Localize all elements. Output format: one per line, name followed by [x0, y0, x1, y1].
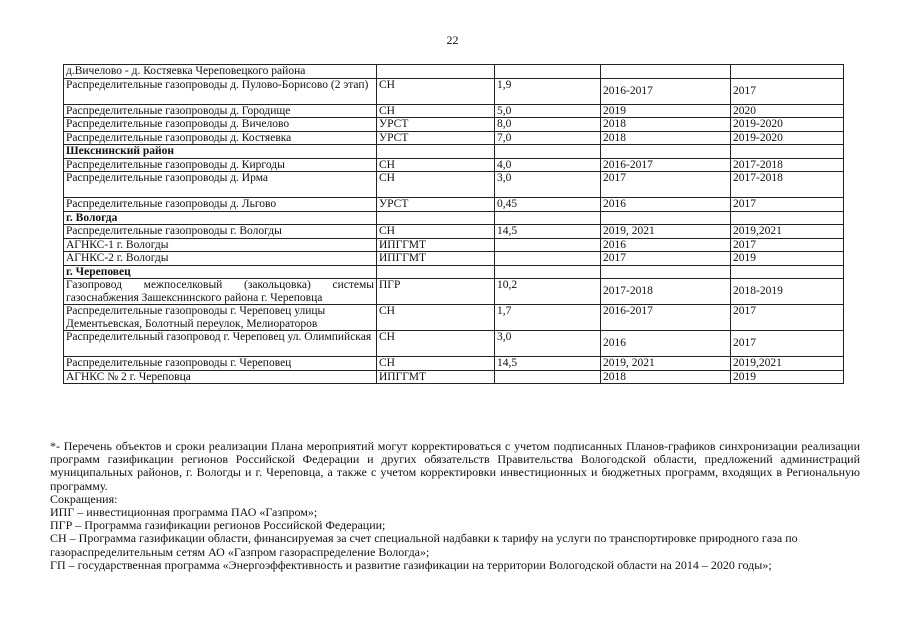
- funding-source-cell: СН: [377, 158, 495, 172]
- funding-source-cell: [377, 65, 495, 79]
- construction-years-cell: 2019: [731, 370, 844, 384]
- construction-years-cell: [731, 145, 844, 159]
- funding-source-cell: СН: [377, 104, 495, 118]
- table-row: [64, 158, 844, 172]
- object-name-cell: Распределительные газопроводы д. Ирма: [64, 172, 377, 198]
- length-cell: [495, 265, 601, 279]
- funding-source-cell: [377, 211, 495, 225]
- table-row: [64, 225, 844, 239]
- footnote-text: *- Перечень объектов и сроки реализации Плана мероприятий могут корректироваться с учетом подписанных Планов-графиков синхронизации реализации программ газификации регионов Российской Федерации и других обязательств Правительства Вологодской области, предложений администраций муниципальных районов, г. Вологды и г. Череповца, а также с учетом корректировки инвестиционных и бюджетных программ, входящих в Региональную программу.: [50, 439, 860, 493]
- object-name-cell: Распределительные газопроводы д. Костяевка: [64, 131, 377, 145]
- abbreviation-sn: СН – Программа газификации области, финансируемая за счет специальной надбавки к тарифу на услуги по транспортировке природного газа по газораспределительным сетям АО «Газпром газораспределение Вологда»;: [50, 531, 798, 559]
- length-cell: [495, 238, 601, 252]
- length-cell: [495, 65, 601, 79]
- funding-source-cell: СН: [377, 331, 495, 357]
- funding-source-cell: СН: [377, 225, 495, 239]
- construction-years-cell: [731, 265, 844, 279]
- design-years-cell: 2018: [601, 370, 731, 384]
- design-years-cell: 2016-2017: [601, 305, 731, 331]
- table-row: [64, 305, 844, 331]
- object-name-cell: г. Череповец: [64, 265, 377, 279]
- length-cell: 0,45: [495, 198, 601, 212]
- table-body: [64, 65, 844, 384]
- construction-years-cell: [731, 65, 844, 79]
- object-name-cell: АГНКС-1 г. Вологды: [64, 238, 377, 252]
- funding-source-cell: [377, 265, 495, 279]
- region-row: [64, 265, 844, 279]
- table-row: [64, 252, 844, 266]
- design-years-cell: 2016: [601, 238, 731, 252]
- funding-source-cell: СН: [377, 305, 495, 331]
- design-years-cell: [601, 265, 731, 279]
- object-name-cell: Распределительные газопроводы д. Киргоды: [64, 158, 377, 172]
- construction-years-cell: 2019: [731, 252, 844, 266]
- funding-source-cell: УРСТ: [377, 131, 495, 145]
- construction-years-cell: 2017-2018: [731, 172, 844, 198]
- construction-years-cell: 2019,2021: [731, 357, 844, 371]
- object-name-cell: Шекснинский район: [64, 145, 377, 159]
- object-name-cell: д.Вичелово - д. Костяевка Череповецкого района: [64, 65, 377, 79]
- table-row: [64, 238, 844, 252]
- construction-years-cell: 2017: [731, 305, 844, 331]
- construction-years-cell: 2019,2021: [731, 225, 844, 239]
- length-cell: 14,5: [495, 357, 601, 371]
- length-cell: 10,2: [495, 279, 601, 305]
- construction-years-cell: 2020: [731, 104, 844, 118]
- length-cell: [495, 252, 601, 266]
- design-years-cell: 2017: [601, 252, 731, 266]
- length-cell: 1,7: [495, 305, 601, 331]
- funding-source-cell: СН: [377, 357, 495, 371]
- table-row: [64, 65, 844, 79]
- table-row: [64, 279, 844, 305]
- table-row: [64, 370, 844, 384]
- design-years-cell: 2017: [601, 172, 731, 198]
- length-cell: 4,0: [495, 158, 601, 172]
- funding-source-cell: ИПГГМТ: [377, 370, 495, 384]
- length-cell: [495, 145, 601, 159]
- funding-source-cell: УРСТ: [377, 118, 495, 132]
- table-row: [64, 118, 844, 132]
- object-name-cell: Распределительные газопроводы г. Череповец: [64, 357, 377, 371]
- region-row: [64, 145, 844, 159]
- design-years-cell: 2018: [601, 131, 731, 145]
- design-years-cell: 2019, 2021: [601, 225, 731, 239]
- table-row: [64, 131, 844, 145]
- design-years-cell: 2016: [601, 331, 731, 357]
- funding-source-cell: ИПГГМТ: [377, 252, 495, 266]
- construction-years-cell: 2017: [731, 78, 844, 104]
- object-name-cell: АГНКС-2 г. Вологды: [64, 252, 377, 266]
- object-name-cell: Газопровод межпоселковый (закольцовка) системы газоснабжения Зашекснинского района г. Череповца: [64, 279, 377, 305]
- funding-source-cell: [377, 145, 495, 159]
- design-years-cell: 2017-2018: [601, 279, 731, 305]
- table-row: [64, 357, 844, 371]
- design-years-cell: 2018: [601, 118, 731, 132]
- length-cell: 3,0: [495, 331, 601, 357]
- construction-years-cell: 2017: [731, 331, 844, 357]
- abbreviation-gp: ГП – государственная программа «Энергоэффективность и развитие газификации на территории Вологодской области на 2014 – 2020 годы»;: [50, 557, 772, 572]
- design-years-cell: 2019: [601, 104, 731, 118]
- design-years-cell: 2016-2017: [601, 158, 731, 172]
- length-cell: 7,0: [495, 131, 601, 145]
- object-name-cell: Распределительные газопроводы д. Льгово: [64, 198, 377, 212]
- construction-years-cell: 2018-2019: [731, 279, 844, 305]
- funding-source-cell: СН: [377, 78, 495, 104]
- design-years-cell: [601, 145, 731, 159]
- table-row: [64, 104, 844, 118]
- page-number: 22: [446, 33, 459, 47]
- region-row: [64, 211, 844, 225]
- object-name-cell: Распределительные газопроводы д. Вичелово: [64, 118, 377, 132]
- object-name-cell: Распределительные газопроводы г. Вологды: [64, 225, 377, 239]
- object-name-cell: Распределительные газопроводы д. Пулово-Борисово (2 этап): [64, 78, 377, 104]
- table-row: [64, 331, 844, 357]
- object-name-cell: г. Вологда: [64, 211, 377, 225]
- object-name-cell: АГНКС № 2 г. Череповца: [64, 370, 377, 384]
- abbreviation-ipg: ИПГ – инвестиционная программа ПАО «Газпром»;: [50, 505, 318, 520]
- table-row: [64, 198, 844, 212]
- funding-source-cell: СН: [377, 172, 495, 198]
- design-years-cell: 2016: [601, 198, 731, 212]
- abbreviations-title: Сокращения:: [50, 491, 118, 506]
- design-years-cell: [601, 211, 731, 225]
- length-cell: 8,0: [495, 118, 601, 132]
- table-row: [64, 78, 844, 104]
- construction-years-cell: 2017: [731, 238, 844, 252]
- construction-years-cell: 2017: [731, 198, 844, 212]
- notes-section: [50, 440, 860, 572]
- funding-source-cell: ПГР: [377, 279, 495, 305]
- funding-source-cell: УРСТ: [377, 198, 495, 212]
- object-name-cell: Распределительные газопроводы д. Городище: [64, 104, 377, 118]
- abbreviation-pgr: ПГР – Программа газификации регионов Российской Федерации;: [50, 518, 386, 533]
- table-row: [64, 172, 844, 198]
- design-years-cell: 2019, 2021: [601, 357, 731, 371]
- length-cell: 3,0: [495, 172, 601, 198]
- object-name-cell: Распределительный газопровод г. Череповец ул. Олимпийская: [64, 331, 377, 357]
- length-cell: 5,0: [495, 104, 601, 118]
- construction-years-cell: 2017-2018: [731, 158, 844, 172]
- length-cell: [495, 211, 601, 225]
- length-cell: 1,9: [495, 78, 601, 104]
- gasification-plan-table: [63, 64, 844, 384]
- construction-years-cell: [731, 211, 844, 225]
- design-years-cell: 2016-2017: [601, 78, 731, 104]
- length-cell: [495, 370, 601, 384]
- funding-source-cell: ИПГГМТ: [377, 238, 495, 252]
- design-years-cell: [601, 65, 731, 79]
- object-name-cell: Распределительные газопроводы г. Череповец улицы Дементьевская, Болотный переулок, Мелиораторов: [64, 305, 377, 331]
- length-cell: 14,5: [495, 225, 601, 239]
- construction-years-cell: 2019-2020: [731, 131, 844, 145]
- construction-years-cell: 2019-2020: [731, 118, 844, 132]
